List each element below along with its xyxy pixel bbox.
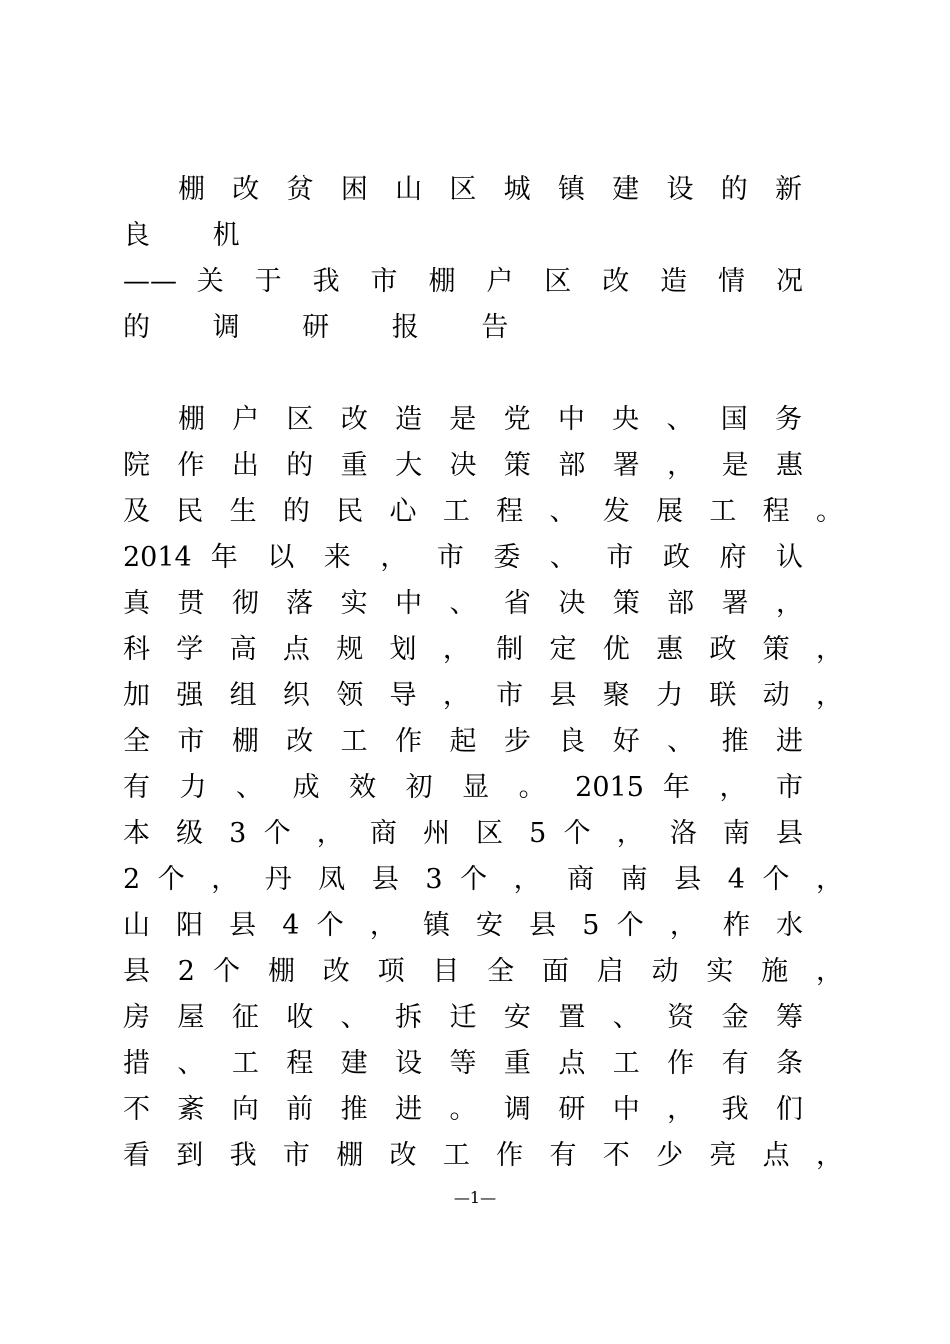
body-line-10: 本 级 3 个 ， 商 州 区 5 个 ， 洛 南 县 [123,818,803,849]
body-line-15: 措 、 工 程 建 设 等 重 点 工 作 有 条 [123,1048,803,1079]
page-number: —1— [453,1188,497,1207]
body-line-6: 科 学 高 点 规 划 ， 制 定 优 惠 政 策 ， [123,634,843,665]
body-line-1: 棚 户 区 改 造 是 党 中 央 、 国 务 [178,404,802,435]
body-line-5: 真 贯 彻 落 实 中 、 省 决 策 部 署 ， [123,588,803,619]
body-line-4: 2014 年 以 来 ， 市 委 、 市 政 府 认 [123,542,803,573]
body-line-12: 山 阳 县 4 个 ， 镇 安 县 5 个 ， 柞 水 [123,910,803,941]
body-line-2: 院 作 出 的 重 大 决 策 部 署 ， 是 惠 [123,450,803,481]
body-line-14: 房 屋 征 收 、 拆 迁 安 置 、 资 金 筹 [123,1002,803,1033]
body-line-7: 加 强 组 织 领 导 ， 市 县 聚 力 联 动 ， [123,680,843,711]
subtitle-line-1: —— 关 于 我 市 棚 户 区 改 造 情 况 [123,266,803,297]
title-line-1: 棚 改 贫 困 山 区 城 镇 建 设 的 新 [178,174,802,205]
body-line-17: 看 到 我 市 棚 改 工 作 有 不 少 亮 点 ， [123,1140,843,1171]
body-line-3: 及 民 生 的 民 心 工 程 、 发 展 工 程 。 [123,496,843,527]
body-line-16: 不 紊 向 前 推 进 。 调 研 中 ， 我 们 [123,1094,803,1125]
subtitle-line-2: 的 调 研 报 告 [123,312,536,343]
body-line-9: 有 力 、 成 效 初 显 。 2015 年 ， 市 [123,772,803,803]
body-line-8: 全 市 棚 改 工 作 起 步 良 好 、 推 进 [123,726,803,757]
body-line-13: 县 2 个 棚 改 项 目 全 面 启 动 实 施 ， [123,956,843,987]
body-line-11: 2 个 ， 丹 凤 县 3 个 ， 商 南 县 4 个 ， [123,864,843,895]
title-line-2: 良 机 [123,220,267,251]
